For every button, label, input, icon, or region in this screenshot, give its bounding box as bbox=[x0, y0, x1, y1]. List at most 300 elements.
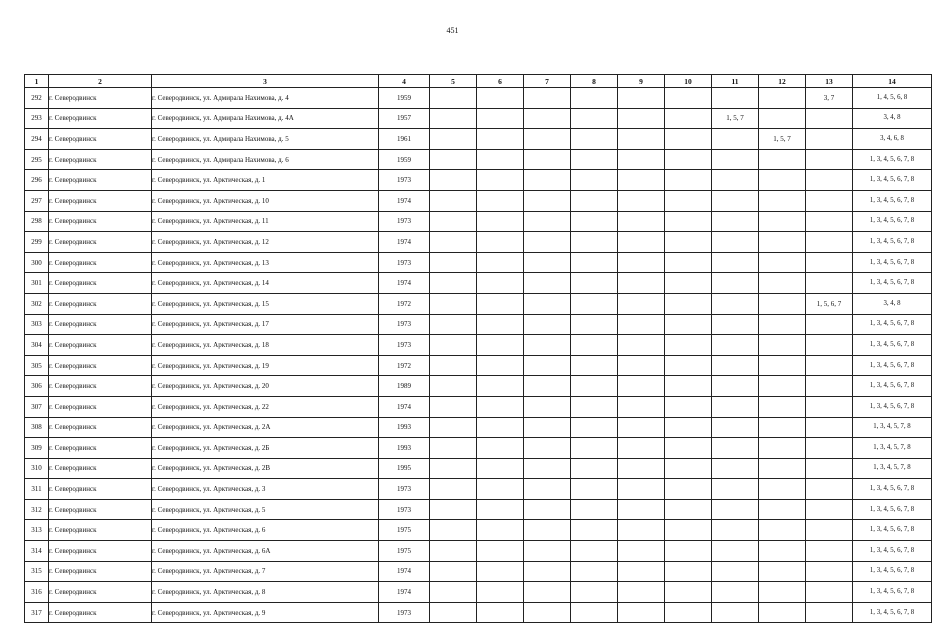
empty-cell-6 bbox=[477, 376, 524, 397]
empty-cell-6 bbox=[477, 582, 524, 603]
col11-cell bbox=[712, 252, 759, 273]
empty-cell-7 bbox=[524, 129, 571, 150]
address-cell: г. Северодвинск, ул. Адмирала Нахимова, д. 5 bbox=[152, 129, 379, 150]
table-row bbox=[25, 88, 932, 109]
empty-cell-8 bbox=[571, 376, 618, 397]
col12-cell bbox=[759, 211, 806, 232]
empty-cell-10 bbox=[665, 293, 712, 314]
empty-cell-5 bbox=[430, 170, 477, 191]
row-number-cell: 294 bbox=[25, 129, 49, 150]
row-number-cell: 300 bbox=[25, 252, 49, 273]
empty-cell-6 bbox=[477, 293, 524, 314]
header-row bbox=[25, 75, 932, 88]
empty-cell-5 bbox=[430, 520, 477, 541]
address-cell: г. Северодвинск, ул. Арктическая, д. 7 bbox=[152, 561, 379, 582]
col11-cell bbox=[712, 458, 759, 479]
col12-cell bbox=[759, 190, 806, 211]
empty-cell-7 bbox=[524, 190, 571, 211]
column-header: 7 bbox=[524, 75, 571, 88]
col11-cell bbox=[712, 355, 759, 376]
col11-cell bbox=[712, 211, 759, 232]
col12-cell bbox=[759, 335, 806, 356]
address-cell: г. Северодвинск, ул. Адмирала Нахимова, д. 4 bbox=[152, 88, 379, 109]
col14-cell: 1, 3, 4, 5, 6, 7, 8 bbox=[853, 355, 932, 376]
empty-cell-10 bbox=[665, 417, 712, 438]
empty-cell-5 bbox=[430, 438, 477, 459]
col12-cell bbox=[759, 232, 806, 253]
column-header: 14 bbox=[853, 75, 932, 88]
address-cell: г. Северодвинск, ул. Арктическая, д. 6А bbox=[152, 541, 379, 562]
col14-cell: 1, 3, 4, 5, 6, 7, 8 bbox=[853, 314, 932, 335]
year-cell: 1993 bbox=[379, 417, 430, 438]
empty-cell-7 bbox=[524, 314, 571, 335]
empty-cell-10 bbox=[665, 561, 712, 582]
table-row bbox=[25, 582, 932, 603]
table-row bbox=[25, 458, 932, 479]
empty-cell-6 bbox=[477, 561, 524, 582]
empty-cell-7 bbox=[524, 355, 571, 376]
empty-cell-10 bbox=[665, 108, 712, 129]
locality-cell: г. Северодвинск bbox=[49, 129, 152, 150]
empty-cell-5 bbox=[430, 232, 477, 253]
table-row bbox=[25, 438, 932, 459]
row-number-cell: 304 bbox=[25, 335, 49, 356]
locality-cell: г. Северодвинск bbox=[49, 520, 152, 541]
row-number-cell: 316 bbox=[25, 582, 49, 603]
column-header: 8 bbox=[571, 75, 618, 88]
table-row bbox=[25, 355, 932, 376]
address-cell: г. Северодвинск, ул. Арктическая, д. 20 bbox=[152, 376, 379, 397]
table-row bbox=[25, 273, 932, 294]
col14-cell: 1, 3, 4, 5, 6, 7, 8 bbox=[853, 582, 932, 603]
table-row bbox=[25, 561, 932, 582]
col13-cell bbox=[806, 108, 853, 129]
empty-cell-6 bbox=[477, 108, 524, 129]
col11-cell bbox=[712, 520, 759, 541]
col11-cell bbox=[712, 438, 759, 459]
empty-cell-7 bbox=[524, 335, 571, 356]
column-header: 6 bbox=[477, 75, 524, 88]
table-row bbox=[25, 335, 932, 356]
column-header: 12 bbox=[759, 75, 806, 88]
row-number-cell: 311 bbox=[25, 479, 49, 500]
table-row bbox=[25, 376, 932, 397]
col11-cell bbox=[712, 582, 759, 603]
col13-cell: 1, 5, 6, 7 bbox=[806, 293, 853, 314]
address-cell: г. Северодвинск, ул. Арктическая, д. 19 bbox=[152, 355, 379, 376]
col12-cell bbox=[759, 355, 806, 376]
empty-cell-5 bbox=[430, 314, 477, 335]
empty-cell-6 bbox=[477, 499, 524, 520]
col11-cell bbox=[712, 396, 759, 417]
col13-cell bbox=[806, 458, 853, 479]
table-row bbox=[25, 252, 932, 273]
table-row bbox=[25, 190, 932, 211]
empty-cell-7 bbox=[524, 293, 571, 314]
empty-cell-10 bbox=[665, 396, 712, 417]
col13-cell bbox=[806, 129, 853, 150]
address-cell: г. Северодвинск, ул. Арктическая, д. 2Б bbox=[152, 438, 379, 459]
address-cell: г. Северодвинск, ул. Адмирала Нахимова, д. 4А bbox=[152, 108, 379, 129]
col13-cell bbox=[806, 170, 853, 191]
empty-cell-5 bbox=[430, 190, 477, 211]
col11-cell bbox=[712, 88, 759, 109]
col12-cell bbox=[759, 458, 806, 479]
address-cell: г. Северодвинск, ул. Арктическая, д. 12 bbox=[152, 232, 379, 253]
column-header: 1 bbox=[25, 75, 49, 88]
empty-cell-5 bbox=[430, 458, 477, 479]
year-cell: 1957 bbox=[379, 108, 430, 129]
col11-cell: 1, 5, 7 bbox=[712, 108, 759, 129]
empty-cell-10 bbox=[665, 170, 712, 191]
empty-cell-8 bbox=[571, 88, 618, 109]
empty-cell-8 bbox=[571, 582, 618, 603]
col11-cell bbox=[712, 190, 759, 211]
col12-cell bbox=[759, 108, 806, 129]
col14-cell: 1, 3, 4, 5, 7, 8 bbox=[853, 438, 932, 459]
row-number-cell: 297 bbox=[25, 190, 49, 211]
empty-cell-10 bbox=[665, 479, 712, 500]
column-header: 9 bbox=[618, 75, 665, 88]
empty-cell-9 bbox=[618, 335, 665, 356]
empty-cell-5 bbox=[430, 541, 477, 562]
col13-cell bbox=[806, 252, 853, 273]
empty-cell-9 bbox=[618, 149, 665, 170]
col13-cell bbox=[806, 499, 853, 520]
col11-cell bbox=[712, 232, 759, 253]
column-header: 2 bbox=[49, 75, 152, 88]
locality-cell: г. Северодвинск bbox=[49, 252, 152, 273]
empty-cell-9 bbox=[618, 376, 665, 397]
empty-cell-9 bbox=[618, 541, 665, 562]
empty-cell-10 bbox=[665, 252, 712, 273]
locality-cell: г. Северодвинск bbox=[49, 232, 152, 253]
empty-cell-7 bbox=[524, 376, 571, 397]
column-header: 3 bbox=[152, 75, 379, 88]
year-cell: 1973 bbox=[379, 314, 430, 335]
column-header: 4 bbox=[379, 75, 430, 88]
locality-cell: г. Северодвинск bbox=[49, 602, 152, 623]
table-row bbox=[25, 417, 932, 438]
empty-cell-10 bbox=[665, 335, 712, 356]
empty-cell-7 bbox=[524, 541, 571, 562]
empty-cell-10 bbox=[665, 88, 712, 109]
year-cell: 1989 bbox=[379, 376, 430, 397]
empty-cell-6 bbox=[477, 170, 524, 191]
empty-cell-10 bbox=[665, 129, 712, 150]
empty-cell-5 bbox=[430, 149, 477, 170]
empty-cell-10 bbox=[665, 211, 712, 232]
column-header: 11 bbox=[712, 75, 759, 88]
year-cell: 1995 bbox=[379, 458, 430, 479]
table-row bbox=[25, 314, 932, 335]
col12-cell: 1, 5, 7 bbox=[759, 129, 806, 150]
col14-cell: 1, 3, 4, 5, 6, 7, 8 bbox=[853, 170, 932, 191]
year-cell: 1975 bbox=[379, 541, 430, 562]
empty-cell-9 bbox=[618, 438, 665, 459]
col14-cell: 1, 3, 4, 5, 6, 7, 8 bbox=[853, 252, 932, 273]
empty-cell-8 bbox=[571, 355, 618, 376]
col12-cell bbox=[759, 479, 806, 500]
year-cell: 1975 bbox=[379, 520, 430, 541]
col12-cell bbox=[759, 499, 806, 520]
col11-cell bbox=[712, 479, 759, 500]
empty-cell-8 bbox=[571, 541, 618, 562]
col14-cell: 3, 4, 6, 8 bbox=[853, 129, 932, 150]
empty-cell-6 bbox=[477, 417, 524, 438]
empty-cell-7 bbox=[524, 252, 571, 273]
empty-cell-6 bbox=[477, 396, 524, 417]
empty-cell-9 bbox=[618, 170, 665, 191]
col14-cell: 1, 3, 4, 5, 6, 7, 8 bbox=[853, 396, 932, 417]
locality-cell: г. Северодвинск bbox=[49, 314, 152, 335]
empty-cell-8 bbox=[571, 108, 618, 129]
empty-cell-8 bbox=[571, 602, 618, 623]
row-number-cell: 314 bbox=[25, 541, 49, 562]
col14-cell: 1, 3, 4, 5, 6, 7, 8 bbox=[853, 190, 932, 211]
row-number-cell: 299 bbox=[25, 232, 49, 253]
empty-cell-9 bbox=[618, 108, 665, 129]
empty-cell-9 bbox=[618, 314, 665, 335]
year-cell: 1973 bbox=[379, 479, 430, 500]
year-cell: 1973 bbox=[379, 170, 430, 191]
empty-cell-10 bbox=[665, 149, 712, 170]
row-number-cell: 302 bbox=[25, 293, 49, 314]
empty-cell-9 bbox=[618, 293, 665, 314]
empty-cell-8 bbox=[571, 211, 618, 232]
locality-cell: г. Северодвинск bbox=[49, 273, 152, 294]
empty-cell-7 bbox=[524, 438, 571, 459]
empty-cell-9 bbox=[618, 417, 665, 438]
empty-cell-6 bbox=[477, 602, 524, 623]
row-number-cell: 303 bbox=[25, 314, 49, 335]
empty-cell-6 bbox=[477, 252, 524, 273]
col12-cell bbox=[759, 561, 806, 582]
locality-cell: г. Северодвинск bbox=[49, 293, 152, 314]
col14-cell: 1, 3, 4, 5, 7, 8 bbox=[853, 417, 932, 438]
col11-cell bbox=[712, 314, 759, 335]
empty-cell-5 bbox=[430, 273, 477, 294]
empty-cell-6 bbox=[477, 335, 524, 356]
col13-cell bbox=[806, 602, 853, 623]
col13-cell bbox=[806, 396, 853, 417]
col12-cell bbox=[759, 293, 806, 314]
row-number-cell: 315 bbox=[25, 561, 49, 582]
empty-cell-7 bbox=[524, 170, 571, 191]
empty-cell-7 bbox=[524, 108, 571, 129]
empty-cell-9 bbox=[618, 355, 665, 376]
empty-cell-6 bbox=[477, 190, 524, 211]
empty-cell-9 bbox=[618, 211, 665, 232]
col12-cell bbox=[759, 520, 806, 541]
col13-cell bbox=[806, 520, 853, 541]
year-cell: 1974 bbox=[379, 396, 430, 417]
empty-cell-5 bbox=[430, 417, 477, 438]
empty-cell-9 bbox=[618, 520, 665, 541]
empty-cell-7 bbox=[524, 602, 571, 623]
table-row bbox=[25, 396, 932, 417]
locality-cell: г. Северодвинск bbox=[49, 582, 152, 603]
empty-cell-9 bbox=[618, 252, 665, 273]
year-cell: 1959 bbox=[379, 88, 430, 109]
empty-cell-10 bbox=[665, 190, 712, 211]
col11-cell bbox=[712, 541, 759, 562]
empty-cell-6 bbox=[477, 314, 524, 335]
address-cell: г. Северодвинск, ул. Арктическая, д. 22 bbox=[152, 396, 379, 417]
row-number-cell: 317 bbox=[25, 602, 49, 623]
empty-cell-10 bbox=[665, 602, 712, 623]
row-number-cell: 301 bbox=[25, 273, 49, 294]
column-header: 10 bbox=[665, 75, 712, 88]
col14-cell: 1, 3, 4, 5, 6, 7, 8 bbox=[853, 499, 932, 520]
year-cell: 1972 bbox=[379, 355, 430, 376]
year-cell: 1974 bbox=[379, 273, 430, 294]
empty-cell-5 bbox=[430, 602, 477, 623]
empty-cell-9 bbox=[618, 582, 665, 603]
address-cell: г. Северодвинск, ул. Арктическая, д. 15 bbox=[152, 293, 379, 314]
year-cell: 1974 bbox=[379, 190, 430, 211]
empty-cell-5 bbox=[430, 582, 477, 603]
empty-cell-8 bbox=[571, 129, 618, 150]
col13-cell bbox=[806, 190, 853, 211]
col12-cell bbox=[759, 582, 806, 603]
empty-cell-6 bbox=[477, 129, 524, 150]
table-row bbox=[25, 170, 932, 191]
empty-cell-8 bbox=[571, 149, 618, 170]
address-cell: г. Северодвинск, ул. Арктическая, д. 9 bbox=[152, 602, 379, 623]
col11-cell bbox=[712, 499, 759, 520]
empty-cell-6 bbox=[477, 520, 524, 541]
empty-cell-8 bbox=[571, 273, 618, 294]
column-header: 13 bbox=[806, 75, 853, 88]
address-cell: г. Северодвинск, ул. Арктическая, д. 13 bbox=[152, 252, 379, 273]
empty-cell-10 bbox=[665, 273, 712, 294]
empty-cell-6 bbox=[477, 458, 524, 479]
address-cell: г. Северодвинск, ул. Арктическая, д. 1 bbox=[152, 170, 379, 191]
row-number-cell: 307 bbox=[25, 396, 49, 417]
empty-cell-5 bbox=[430, 355, 477, 376]
empty-cell-6 bbox=[477, 479, 524, 500]
empty-cell-9 bbox=[618, 602, 665, 623]
column-header: 5 bbox=[430, 75, 477, 88]
table-row bbox=[25, 211, 932, 232]
col11-cell bbox=[712, 376, 759, 397]
col13-cell bbox=[806, 376, 853, 397]
empty-cell-8 bbox=[571, 520, 618, 541]
empty-cell-7 bbox=[524, 232, 571, 253]
col14-cell: 1, 3, 4, 5, 7, 8 bbox=[853, 458, 932, 479]
table-row bbox=[25, 108, 932, 129]
col13-cell bbox=[806, 273, 853, 294]
year-cell: 1973 bbox=[379, 602, 430, 623]
empty-cell-5 bbox=[430, 252, 477, 273]
empty-cell-6 bbox=[477, 211, 524, 232]
locality-cell: г. Северодвинск bbox=[49, 170, 152, 191]
year-cell: 1974 bbox=[379, 561, 430, 582]
col14-cell: 1, 3, 4, 5, 6, 7, 8 bbox=[853, 602, 932, 623]
locality-cell: г. Северодвинск bbox=[49, 541, 152, 562]
table-row bbox=[25, 293, 932, 314]
address-cell: г. Северодвинск, ул. Арктическая, д. 18 bbox=[152, 335, 379, 356]
empty-cell-8 bbox=[571, 232, 618, 253]
year-cell: 1973 bbox=[379, 335, 430, 356]
year-cell: 1974 bbox=[379, 582, 430, 603]
empty-cell-9 bbox=[618, 499, 665, 520]
empty-cell-10 bbox=[665, 314, 712, 335]
col12-cell bbox=[759, 602, 806, 623]
empty-cell-7 bbox=[524, 396, 571, 417]
locality-cell: г. Северодвинск bbox=[49, 561, 152, 582]
address-cell: г. Северодвинск, ул. Арктическая, д. 3 bbox=[152, 479, 379, 500]
row-number-cell: 298 bbox=[25, 211, 49, 232]
year-cell: 1972 bbox=[379, 293, 430, 314]
page-number: 451 bbox=[446, 26, 459, 35]
locality-cell: г. Северодвинск bbox=[49, 458, 152, 479]
col11-cell bbox=[712, 129, 759, 150]
col14-cell: 1, 3, 4, 5, 6, 7, 8 bbox=[853, 149, 932, 170]
table-row bbox=[25, 129, 932, 150]
col13-cell bbox=[806, 438, 853, 459]
empty-cell-7 bbox=[524, 273, 571, 294]
col13-cell bbox=[806, 582, 853, 603]
col14-cell: 3, 4, 8 bbox=[853, 293, 932, 314]
col12-cell bbox=[759, 417, 806, 438]
address-cell: г. Северодвинск, ул. Арктическая, д. 5 bbox=[152, 499, 379, 520]
address-cell: г. Северодвинск, ул. Арктическая, д. 11 bbox=[152, 211, 379, 232]
address-cell: г. Северодвинск, ул. Арктическая, д. 14 bbox=[152, 273, 379, 294]
row-number-cell: 293 bbox=[25, 108, 49, 129]
empty-cell-6 bbox=[477, 541, 524, 562]
empty-cell-9 bbox=[618, 561, 665, 582]
table-row bbox=[25, 479, 932, 500]
col12-cell bbox=[759, 376, 806, 397]
address-cell: г. Северодвинск, ул. Арктическая, д. 2В bbox=[152, 458, 379, 479]
locality-cell: г. Северодвинск bbox=[49, 211, 152, 232]
col14-cell: 1, 3, 4, 5, 6, 7, 8 bbox=[853, 541, 932, 562]
empty-cell-5 bbox=[430, 88, 477, 109]
empty-cell-6 bbox=[477, 232, 524, 253]
empty-cell-6 bbox=[477, 438, 524, 459]
empty-cell-5 bbox=[430, 129, 477, 150]
empty-cell-5 bbox=[430, 108, 477, 129]
row-number-cell: 292 bbox=[25, 88, 49, 109]
empty-cell-8 bbox=[571, 293, 618, 314]
year-cell: 1973 bbox=[379, 211, 430, 232]
row-number-cell: 312 bbox=[25, 499, 49, 520]
col14-cell: 1, 3, 4, 5, 6, 7, 8 bbox=[853, 520, 932, 541]
locality-cell: г. Северодвинск bbox=[49, 355, 152, 376]
table-row bbox=[25, 520, 932, 541]
empty-cell-5 bbox=[430, 561, 477, 582]
table-row bbox=[25, 602, 932, 623]
locality-cell: г. Северодвинск bbox=[49, 190, 152, 211]
col14-cell: 1, 3, 4, 5, 6, 7, 8 bbox=[853, 335, 932, 356]
empty-cell-10 bbox=[665, 458, 712, 479]
col13-cell bbox=[806, 541, 853, 562]
col11-cell bbox=[712, 417, 759, 438]
col14-cell: 1, 3, 4, 5, 6, 7, 8 bbox=[853, 232, 932, 253]
address-cell: г. Северодвинск, ул. Арктическая, д. 8 bbox=[152, 582, 379, 603]
col13-cell: 3, 7 bbox=[806, 88, 853, 109]
col12-cell bbox=[759, 438, 806, 459]
col14-cell: 1, 3, 4, 5, 6, 7, 8 bbox=[853, 211, 932, 232]
empty-cell-10 bbox=[665, 355, 712, 376]
locality-cell: г. Северодвинск bbox=[49, 479, 152, 500]
empty-cell-5 bbox=[430, 396, 477, 417]
col12-cell bbox=[759, 273, 806, 294]
year-cell: 1973 bbox=[379, 252, 430, 273]
col14-cell: 1, 4, 5, 6, 8 bbox=[853, 88, 932, 109]
